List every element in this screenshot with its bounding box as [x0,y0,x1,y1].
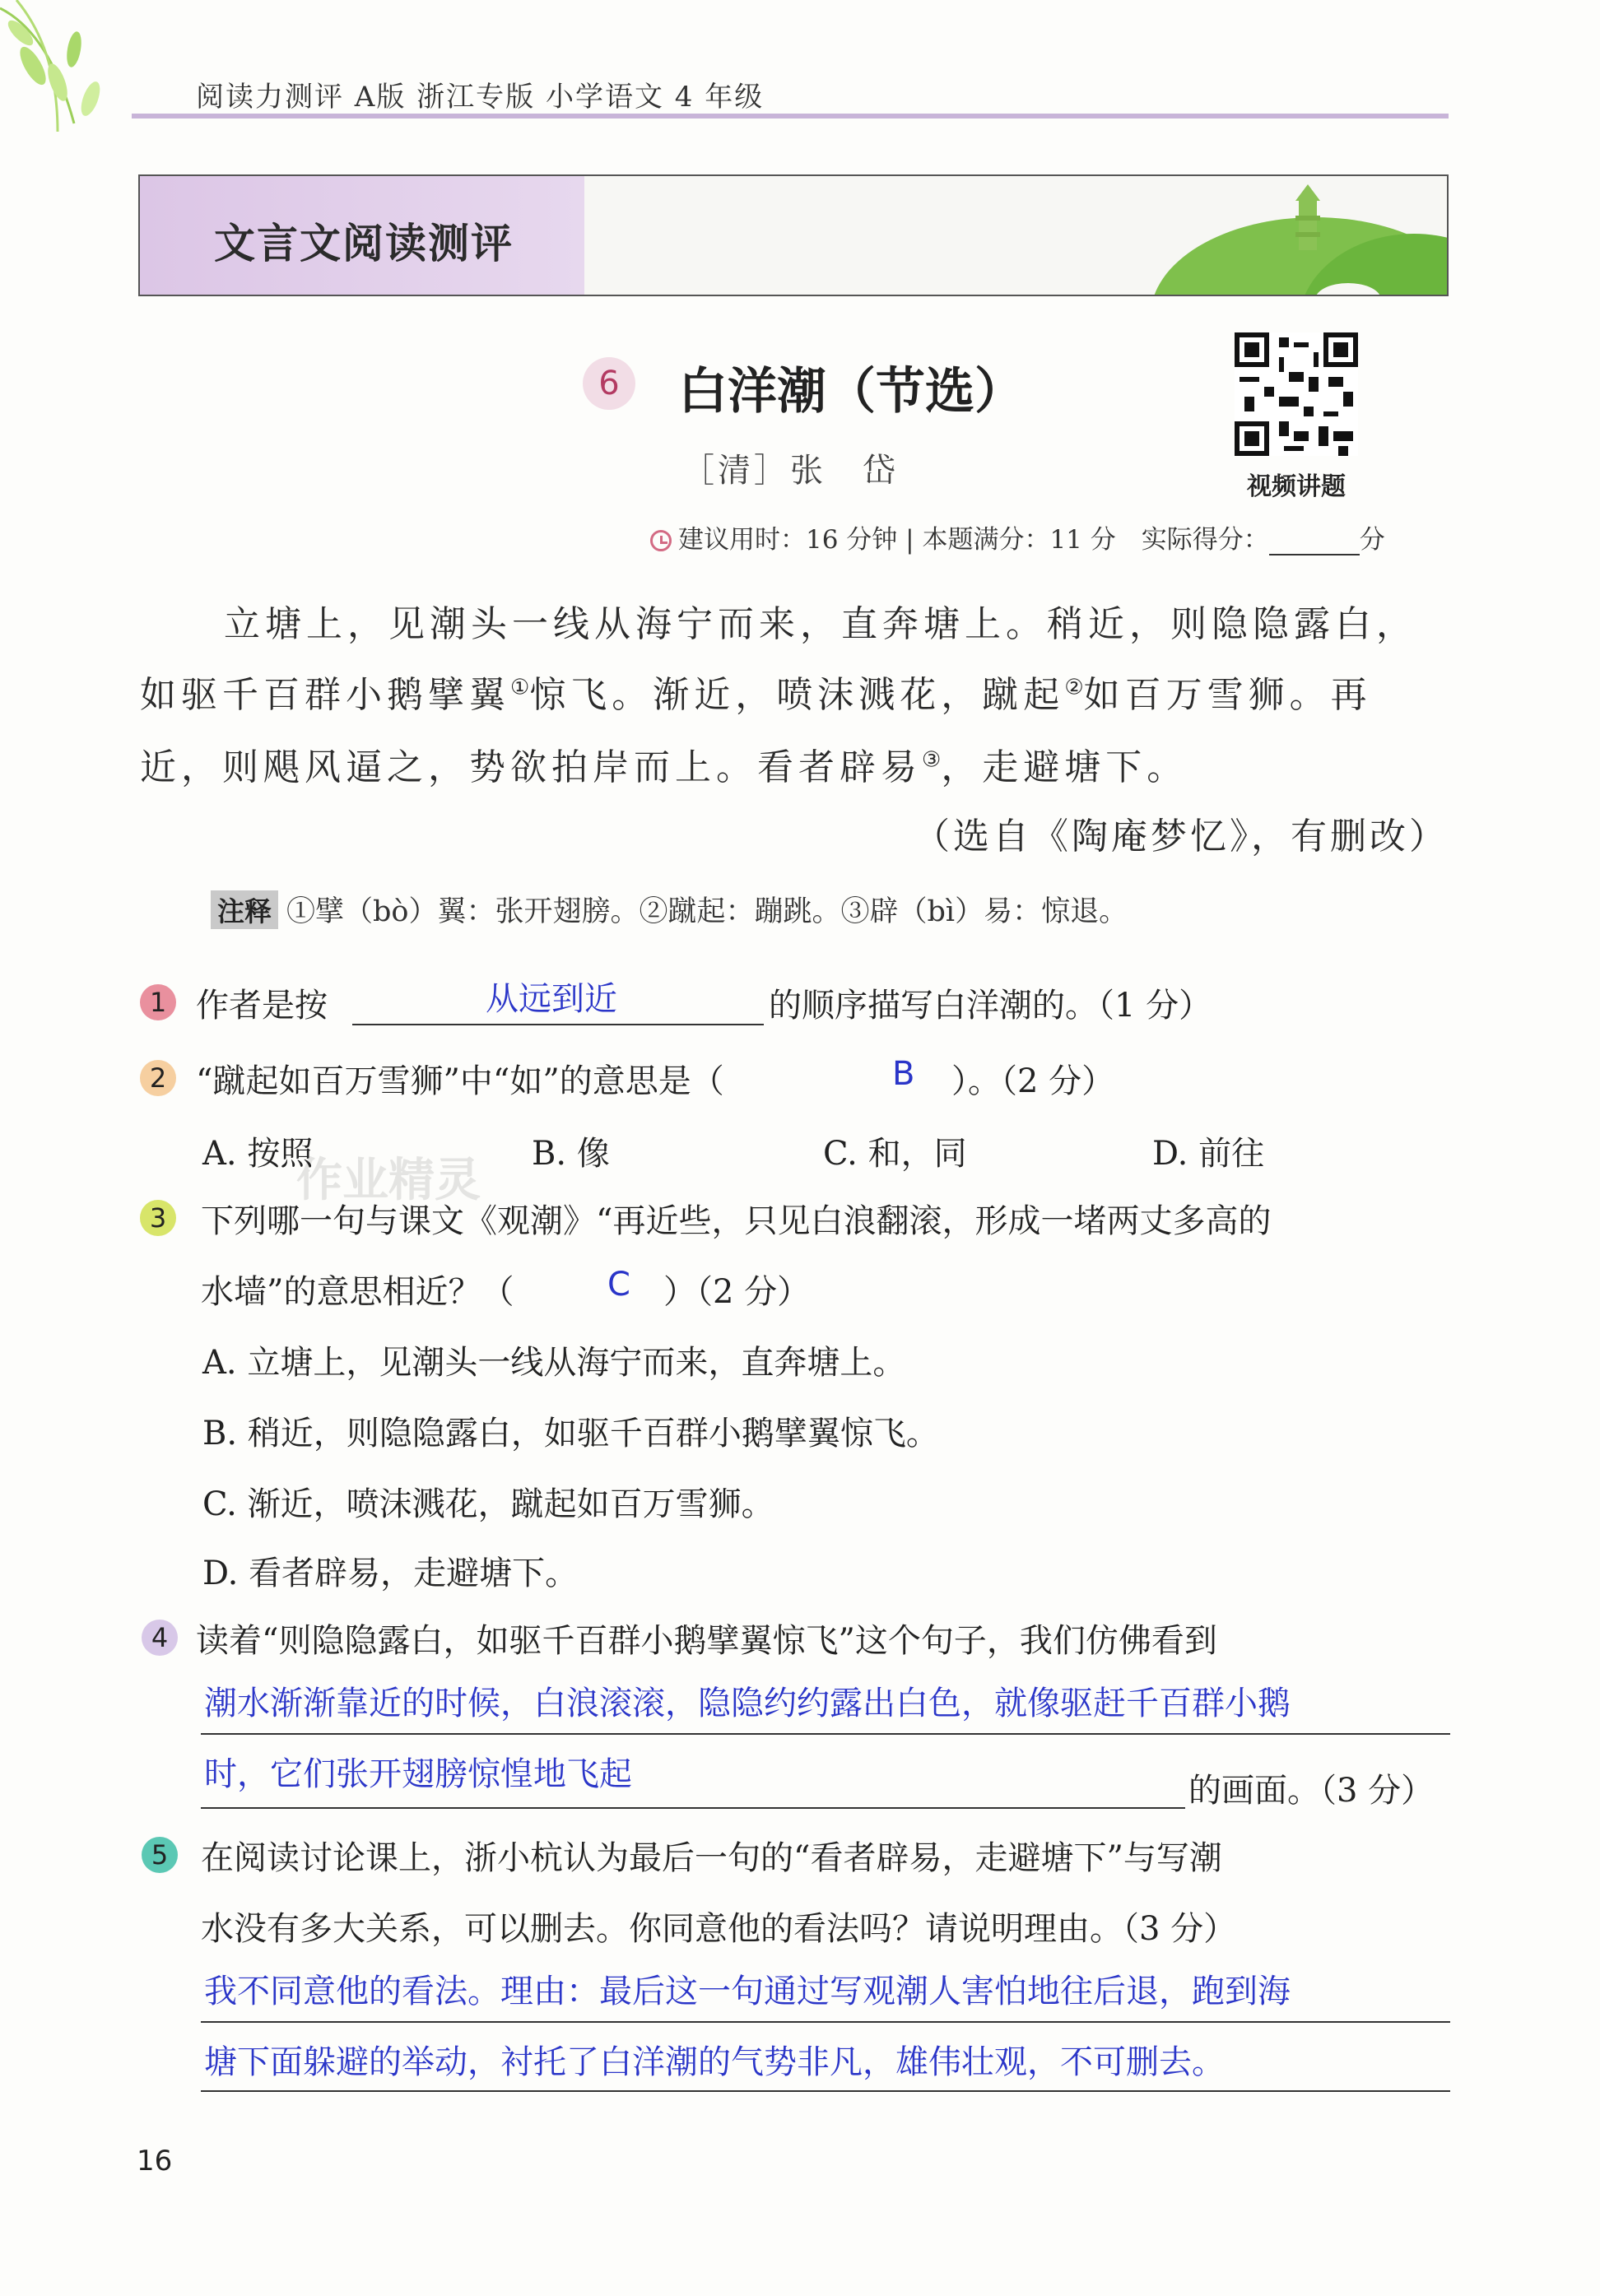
question-1-text-before: 作者是按 [196,987,328,1025]
author-line: ［清］张 岱 [681,452,899,490]
question-5-answer-rule-1[interactable] [201,2021,1450,2023]
section-banner [138,174,1449,296]
question-4-line-1: 读着“则隐隐露白，如驱千百群小鹅擘翼惊飞”这个句子，我们仿佛看到 [196,1622,1217,1660]
question-2-number: 2 [140,1060,176,1096]
question-1-answer: 从远到近 [486,980,617,1018]
question-3-text-after: ）（2 分） [663,1273,811,1311]
footnote-mark-2: ② [1064,675,1084,700]
clock-icon [650,530,672,551]
question-2-text-after: ）。（2 分） [951,1062,1115,1100]
passage-line-3 [140,737,1449,790]
question-2-option-b[interactable]: B. 像 [532,1135,610,1173]
time-score-line [650,518,1385,555]
page-number: 16 [137,2145,173,2177]
footnote-mark-3: ③ [922,747,942,773]
passage-text: 如驱千百群小鹅擘翼 [140,674,510,716]
question-5-line-1: 在阅读讨论课上，浙小杭认为最后一句的“看者辟易，走避塘下”与写潮 [201,1839,1222,1877]
footnote-mark-1: ① [510,675,530,700]
question-3-line-1: 下列哪一句与课文《观潮》“再近些，只见白浪翻滚，形成一堵两丈多高的 [201,1202,1272,1240]
question-5-answer-line-1: 我不同意他的看法。理由：最后这一句通过写观潮人害怕地往后退，跑到海 [204,1973,1291,2010]
lesson-title: 白洋潮（节选） [678,363,1024,421]
passage-text: 惊飞。渐近，喷沫溅花，蹴起 [529,674,1065,716]
question-2-option-c[interactable]: C. 和，同 [823,1135,967,1173]
notes-text: ①擘（bò）翼：张开翅膀。②蹴起：蹦跳。③辟（bì）易：惊退。 [286,895,1128,928]
question-3-option-a[interactable]: A. 立塘上，见潮头一线从海宁而来，直奔塘上。 [202,1344,906,1382]
passage-line-1: 立塘上，见潮头一线从海宁而来，直奔塘上。稍近，则隐隐露白， [224,603,1417,645]
passage-source: （选自《陶庵梦忆》，有删改） [914,816,1449,858]
question-4-answer-rule-1[interactable] [201,1733,1450,1735]
question-2-option-d[interactable]: D. 前往 [1152,1135,1265,1173]
question-3-option-b[interactable]: B. 稍近，则隐隐露白，如驱千百群小鹅擘翼惊飞。 [202,1415,939,1452]
question-4-number: 4 [142,1620,178,1656]
question-1-answer-line[interactable] [352,1024,764,1025]
question-3-answer: C [607,1266,630,1304]
score-blank[interactable] [1269,534,1360,555]
question-3-text-before: 水墙”的意思相近？（ [201,1273,514,1311]
passage-text: 近，则飓风逼之，势欲拍岸而上。看者辟易 [140,746,922,788]
notes-line [211,889,1128,930]
question-4-answer-rule-2[interactable] [201,1807,1185,1809]
passage-line-2 [140,665,1449,718]
banner-title: 文言文阅读测评 [214,219,514,267]
question-2-answer: B [892,1055,915,1093]
qr-code-icon[interactable] [1235,332,1358,456]
passage-text: 如百万雪狮。再 [1083,674,1372,716]
question-4-text-after: 的画面。（3 分） [1188,1772,1435,1810]
lesson-number-badge: 6 [583,357,635,410]
question-5-line-2: 水没有多大关系，可以删去。你同意他的看法吗？请说明理由。（3 分） [201,1910,1237,1948]
question-5-answer-line-2: 塘下面躲避的举动，衬托了白洋潮的气势非凡，雄伟壮观，不可删去。 [204,2043,1225,2081]
question-5-number: 5 [142,1837,178,1873]
question-3-number: 3 [140,1200,176,1236]
pagoda-hill-illustration [1101,176,1447,295]
qr-label: 视频讲题 [1247,472,1346,501]
header-divider [132,114,1449,119]
time-score-text: 建议用时：16 分钟 | 本题满分：11 分 实际得分： [678,525,1269,555]
question-5-answer-rule-2[interactable] [201,2090,1450,2092]
question-2-text-before: “蹴起如百万雪狮”中“如”的意思是（ [196,1062,724,1100]
notes-tag: 注释 [211,890,278,929]
question-1-number: 1 [140,984,176,1020]
question-1-text-after: 的顺序描写白洋潮的。（1 分） [769,987,1212,1025]
question-3-option-d[interactable]: D. 看者辟易，走避塘下。 [202,1555,579,1592]
willow-leaf-decoration [0,0,181,132]
series-title: 阅读力测评 A版 浙江专版 小学语文 4 年级 [196,81,765,114]
question-4-answer-line-2: 时，它们张开翅膀惊惶地飞起 [204,1755,632,1793]
score-unit: 分 [1359,525,1385,555]
question-3-option-c[interactable]: C. 渐近，喷沫溅花，蹴起如百万雪狮。 [202,1485,774,1523]
watermark: 作业精灵 [296,1154,481,1207]
question-4-answer-line-1: 潮水渐渐靠近的时候，白浪滚滚，隐隐约约露出白色，就像驱赶千百群小鹅 [204,1685,1291,1722]
question-2-option-a[interactable]: A. 按照 [202,1135,314,1173]
passage-text: ，走避塘下。 [941,746,1188,788]
